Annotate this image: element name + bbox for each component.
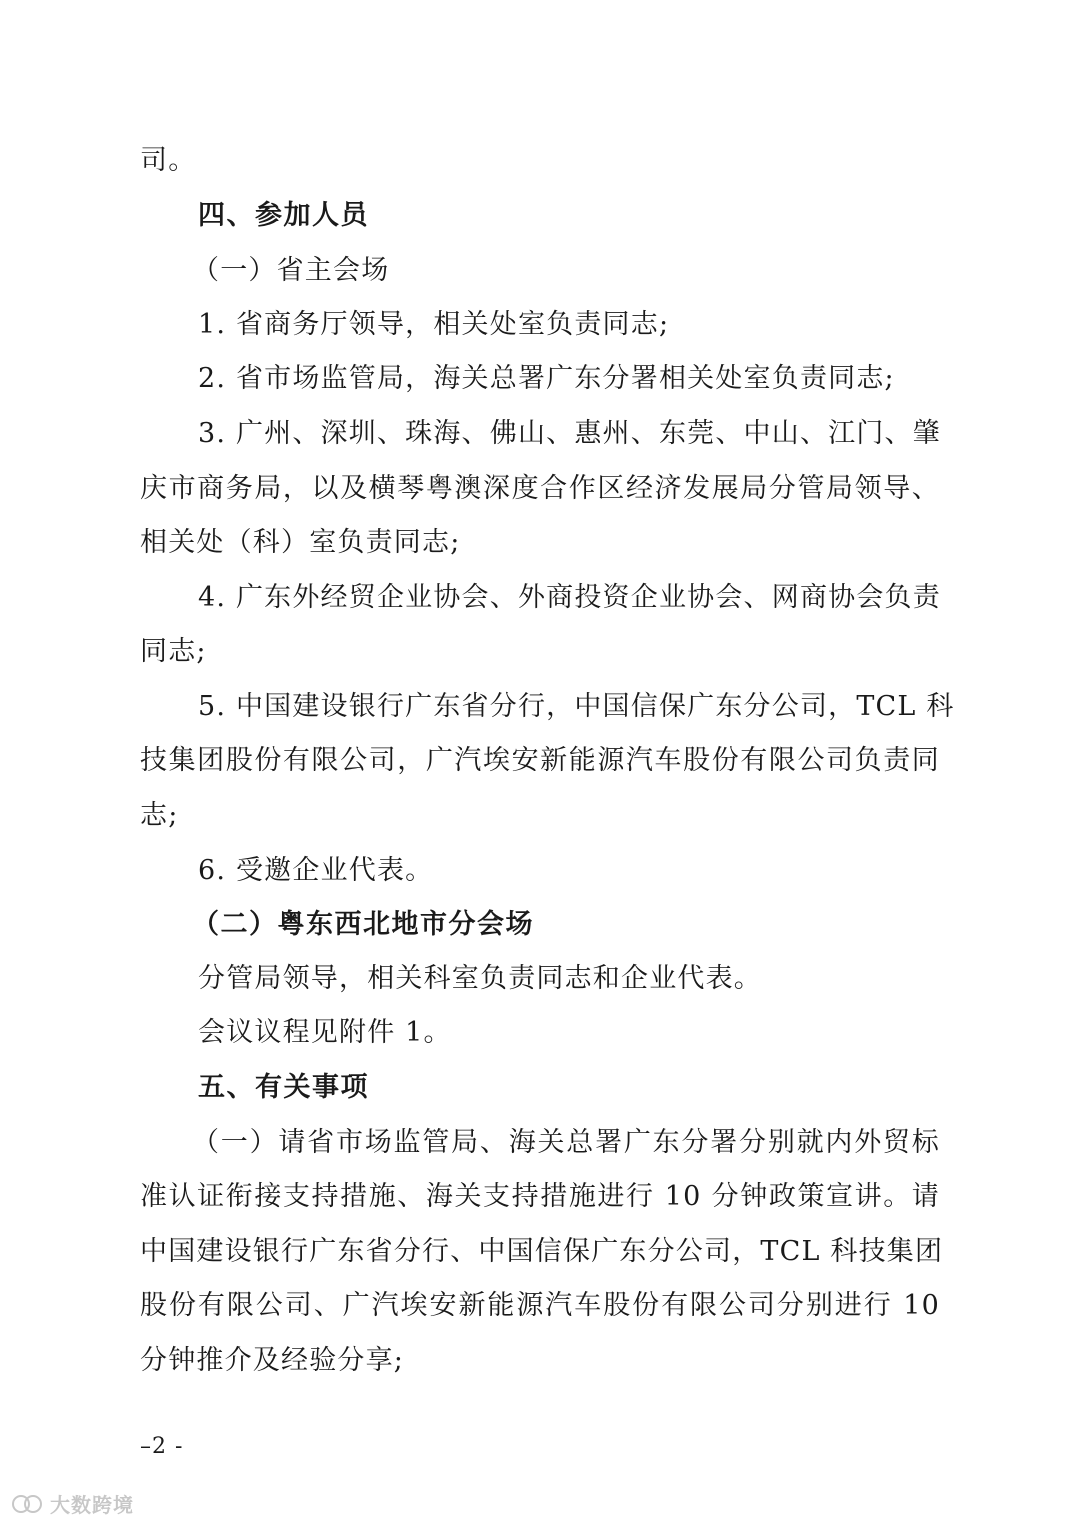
text-line: 庆市商务局，以及横琴粤澳深度合作区经济发展局分管局领导、 <box>140 473 940 504</box>
text-line: 分钟推介及经验分享; <box>140 1345 405 1376</box>
text-line: 准认证衔接支持措施、海关支持措施进行 10 分钟政策宣讲。请 <box>140 1181 940 1212</box>
text-line: 会议议程见附件 1。 <box>198 1017 452 1048</box>
text-line: 志; <box>140 800 179 831</box>
infinity-logo-icon <box>10 1491 44 1515</box>
text-line: 司。 <box>140 145 197 176</box>
list-item: 1. 省商务厅领导，相关处室负责同志; <box>198 309 670 340</box>
subsection-heading-main-venue: （一）省主会场 <box>192 255 390 286</box>
text-line: 同志; <box>140 636 207 667</box>
list-item: 5. 中国建设银行广东省分行，中国信保广东分公司，TCL 科 <box>198 691 955 722</box>
section-heading-participants: 四、参加人员 <box>198 200 369 231</box>
text-line: 相关处（科）室负责同志; <box>140 527 461 558</box>
list-item: 6. 受邀企业代表。 <box>198 855 434 886</box>
list-item: 4. 广东外经贸企业协会、外商投资企业协会、网商协会负责 <box>198 582 941 613</box>
list-item: 2. 省市场监管局，海关总署广东分署相关处室负责同志; <box>198 363 895 394</box>
text-line: 分管局领导，相关科室负责同志和企业代表。 <box>198 963 762 994</box>
watermark-text: 大数跨境 <box>50 1492 134 1517</box>
page-number: –2 - <box>140 1434 184 1459</box>
list-item: 3. 广州、深圳、珠海、佛山、惠州、东莞、中山、江门、肇 <box>198 418 941 449</box>
subsection-heading-branch-venue: （二）粤东西北地市分会场 <box>192 909 534 940</box>
text-line: 股份有限公司、广汽埃安新能源汽车股份有限公司分别进行 10 <box>140 1290 940 1321</box>
section-heading-matters: 五、有关事项 <box>198 1072 369 1103</box>
text-line: （一）请省市场监管局、海关总署广东分署分别就内外贸标 <box>192 1127 940 1158</box>
text-line: 技集团股份有限公司，广汽埃安新能源汽车股份有限公司负责同 <box>140 745 940 776</box>
text-line: 中国建设银行广东省分行、中国信保广东分公司，TCL 科技集团 <box>140 1236 944 1267</box>
watermark <box>10 1488 134 1518</box>
